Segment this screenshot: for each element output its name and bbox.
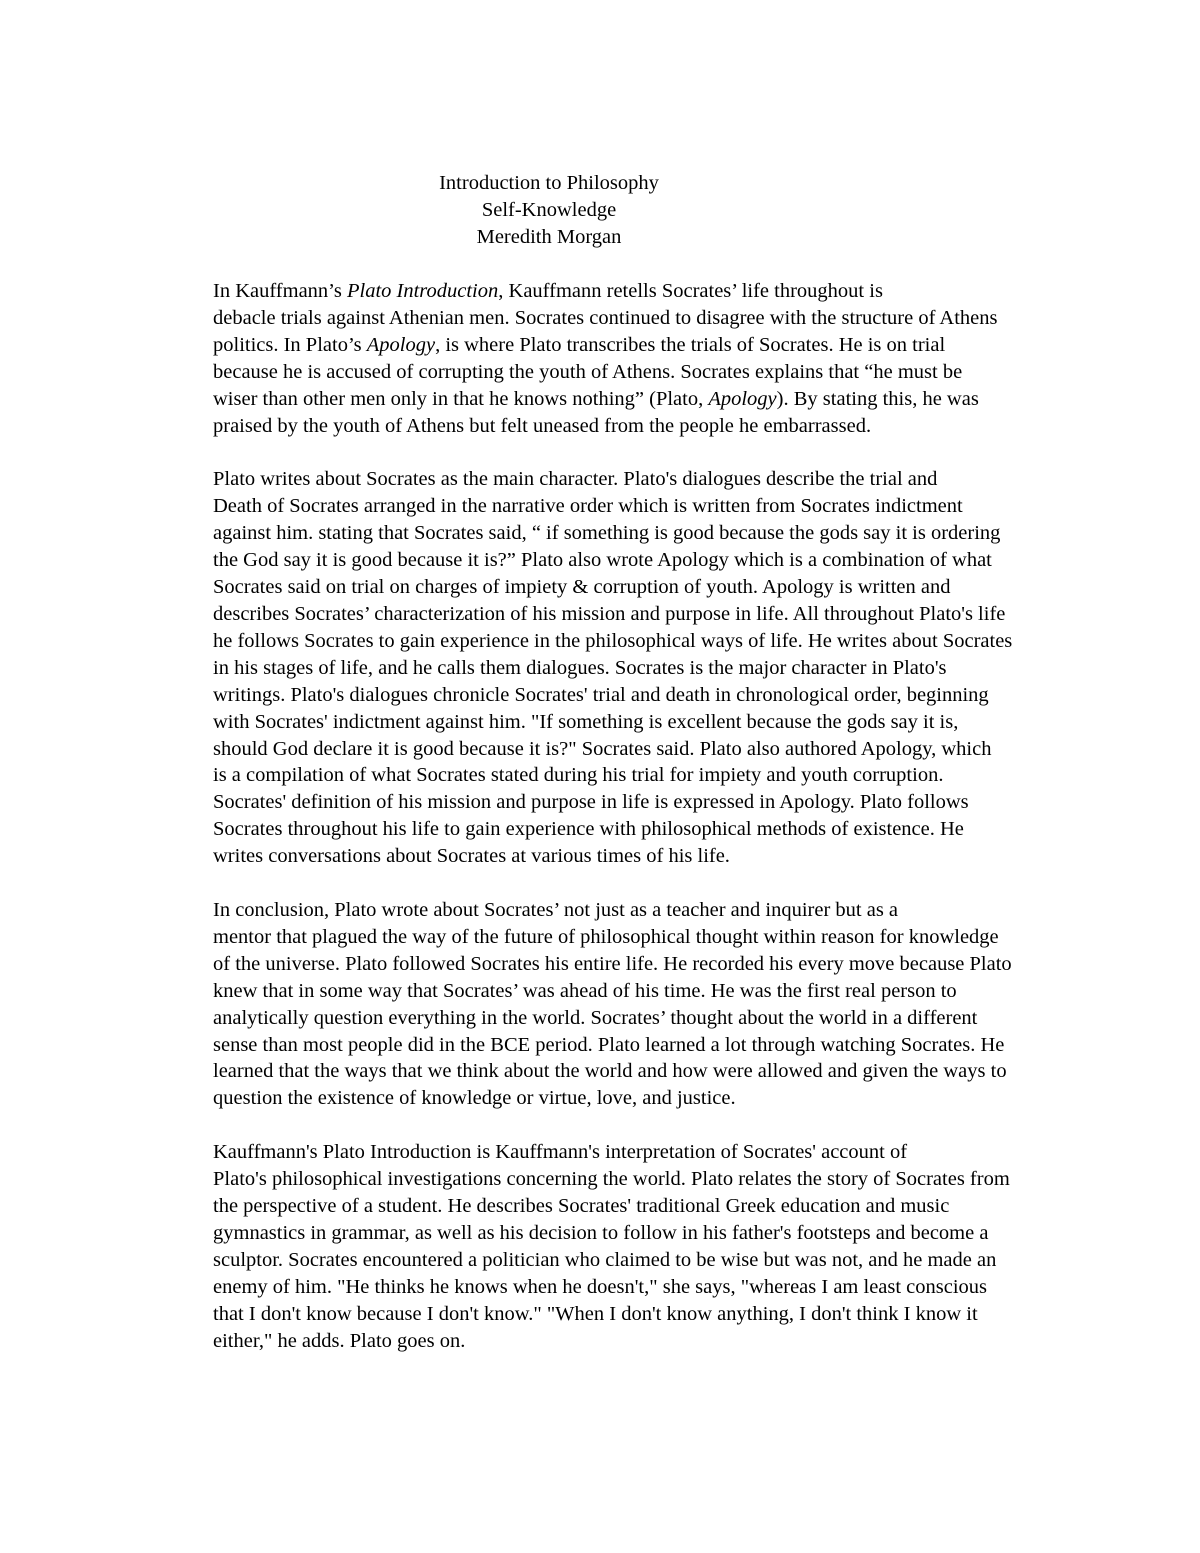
paragraph-line <box>143 1032 1063 1059</box>
paragraph-line <box>143 547 1063 574</box>
text-run: learned that the ways that we think about the world and how were allowed and given the ways to <box>213 1060 1007 1083</box>
text-run: is a compilation of what Socrates stated during his trial for impiety and youth corruption. <box>213 764 944 787</box>
text-run: debacle trials against Athenian men. Socrates continued to disagree with the structure of Athens <box>213 306 998 329</box>
italic-title: Apology <box>366 333 436 356</box>
paragraph-line <box>143 1058 1063 1085</box>
author-name: Meredith Morgan <box>476 226 622 248</box>
course-title: Introduction to Philosophy <box>439 172 659 194</box>
paragraph <box>143 466 1063 870</box>
paragraph <box>143 278 1063 439</box>
italic-title: Apology <box>708 387 777 410</box>
text-run: knew that in some way that Socrates’ was ahead of his time. He was the first real person to <box>213 979 957 1002</box>
paragraph-line <box>143 1220 1063 1247</box>
paragraph-line <box>143 413 1063 440</box>
paragraph-line <box>143 816 1063 843</box>
paragraph-line <box>143 1139 1063 1166</box>
paragraph-line <box>143 386 1063 413</box>
document-header <box>0 170 1098 251</box>
text-run: Socrates throughout his life to gain experience with philosophical methods of existence. He <box>213 818 964 841</box>
text-run: because he is accused of corrupting the youth of Athens. Socrates explains that “he must be <box>213 360 963 383</box>
paragraph-line <box>143 628 1063 655</box>
text-run: In Kauffmann’s <box>213 280 347 302</box>
paragraph-line <box>143 574 1063 601</box>
text-run: in his stages of life, and he calls them dialogues. Socrates is the major character in Plato's <box>213 656 947 679</box>
text-run: with Socrates' indictment against him. "If something is excellent because the gods say it is, <box>213 710 959 733</box>
text-run: describes Socrates’ characterization of his mission and purpose in life. All throughout Plato's life <box>213 602 1006 625</box>
text-run: Death of Socrates arranged in the narrative order which is written from Socrates indictment <box>213 495 963 518</box>
paragraph-line <box>143 278 1063 305</box>
paragraph-line <box>143 466 1063 493</box>
text-run: either," he adds. Plato goes on. <box>213 1329 466 1352</box>
text-run: In conclusion, Plato wrote about Socrates’ not just as a teacher and inquirer but as a <box>213 899 899 922</box>
paragraph-line <box>143 736 1063 763</box>
text-run: gymnastics in grammar, as well as his decision to follow in his father's footsteps and become a <box>213 1222 989 1244</box>
paragraph-line <box>143 1085 1063 1112</box>
paragraph-line <box>143 359 1063 386</box>
text-run: Plato's philosophical investigations concerning the world. Plato relates the story of Socrates from <box>213 1168 1010 1191</box>
italic-title: Plato Introduction <box>346 280 499 302</box>
text-run: Socrates' definition of his mission and purpose in life is expressed in Apology. Plato follows <box>213 791 969 814</box>
text-run: writes conversations about Socrates at various times of his life. <box>213 845 730 868</box>
document-body <box>143 278 1063 1382</box>
text-run: writings. Plato's dialogues chronicle Socrates' trial and death in chronological order, beginning <box>213 683 989 706</box>
text-run: that I don't know because I don't know." "When I don't know anything, I don't think I know it <box>213 1302 978 1325</box>
paragraph-line <box>143 1301 1063 1328</box>
text-run: should God declare it is good because it is?" Socrates said. Plato also authored Apology, which <box>213 737 992 760</box>
text-run: politics. In Plato’s <box>213 333 367 356</box>
paragraph-line <box>143 1328 1063 1355</box>
text-run: the perspective of a student. He describes Socrates' traditional Greek education and music <box>213 1195 950 1218</box>
text-run: ). By stating this, he was <box>776 387 979 410</box>
paragraph-line <box>143 951 1063 978</box>
text-run: against him. stating that Socrates said, “ if something is good because the gods say it is ordering <box>213 522 1001 545</box>
text-run: Plato writes about Socrates as the main character. Plato's dialogues describe the trial and <box>213 468 938 491</box>
paragraph-line <box>143 1193 1063 1220</box>
essay-topic: Self-Knowledge <box>481 199 617 221</box>
text-run: analytically question everything in the world. Socrates’ thought about the world in a different <box>213 1006 978 1029</box>
text-run: praised by the youth of Athens but felt uneased from the people he embarrassed. <box>213 414 872 437</box>
paragraph-line <box>143 1166 1063 1193</box>
paragraph-line <box>143 789 1063 816</box>
paragraph-line <box>143 1005 1063 1032</box>
text-run: , is where Plato transcribes the trials of Socrates. He is on trial <box>435 333 946 356</box>
text-run: Socrates said on trial on charges of impiety & corruption of youth. Apology is written and <box>213 576 951 599</box>
text-run: he follows Socrates to gain experience in the philosophical ways of life. He writes about Socrates <box>213 629 1013 652</box>
text-run: of the universe. Plato followed Socrates his entire life. He recorded his every move because Plato <box>213 952 1012 975</box>
text-run: sculptor. Socrates encountered a politician who claimed to be wise but was not, and he made an <box>213 1248 997 1271</box>
paragraph-line <box>143 897 1063 924</box>
paragraph-line <box>143 1274 1063 1301</box>
paragraph-line <box>143 655 1063 682</box>
text-run: enemy of him. "He thinks he knows when he doesn't," she says, "whereas I am least conscious <box>213 1275 988 1298</box>
text-run: Kauffmann's Plato Introduction is Kauffmann's interpretation of Socrates' account of <box>213 1141 908 1164</box>
paragraph-line <box>143 924 1063 951</box>
paragraph-line <box>143 762 1063 789</box>
paragraph-line <box>143 493 1063 520</box>
text-run: the God say it is good because it is?” Plato also wrote Apology which is a combination of what <box>213 549 992 572</box>
text-run: sense than most people did in the BCE period. Plato learned a lot through watching Socrates. He <box>213 1033 1005 1056</box>
text-run: mentor that plagued the way of the future of philosophical thought within reason for knowledge <box>213 925 999 948</box>
paragraph-line <box>143 601 1063 628</box>
paragraph-line <box>143 520 1063 547</box>
paragraph-line <box>143 1247 1063 1274</box>
paragraph-line <box>143 682 1063 709</box>
paragraph-line <box>143 709 1063 736</box>
paragraph-line <box>143 978 1063 1005</box>
text-run: , Kauffmann retells Socrates’ life throughout is <box>498 280 883 302</box>
text-run: question the existence of knowledge or virtue, love, and justice. <box>213 1087 736 1110</box>
paragraph <box>143 1139 1063 1354</box>
text-run: wiser than other men only in that he knows nothing” (Plato, <box>213 387 709 410</box>
paragraph-line <box>143 332 1063 359</box>
paragraph-line <box>143 305 1063 332</box>
paragraph-line <box>143 843 1063 870</box>
paragraph <box>143 897 1063 1112</box>
